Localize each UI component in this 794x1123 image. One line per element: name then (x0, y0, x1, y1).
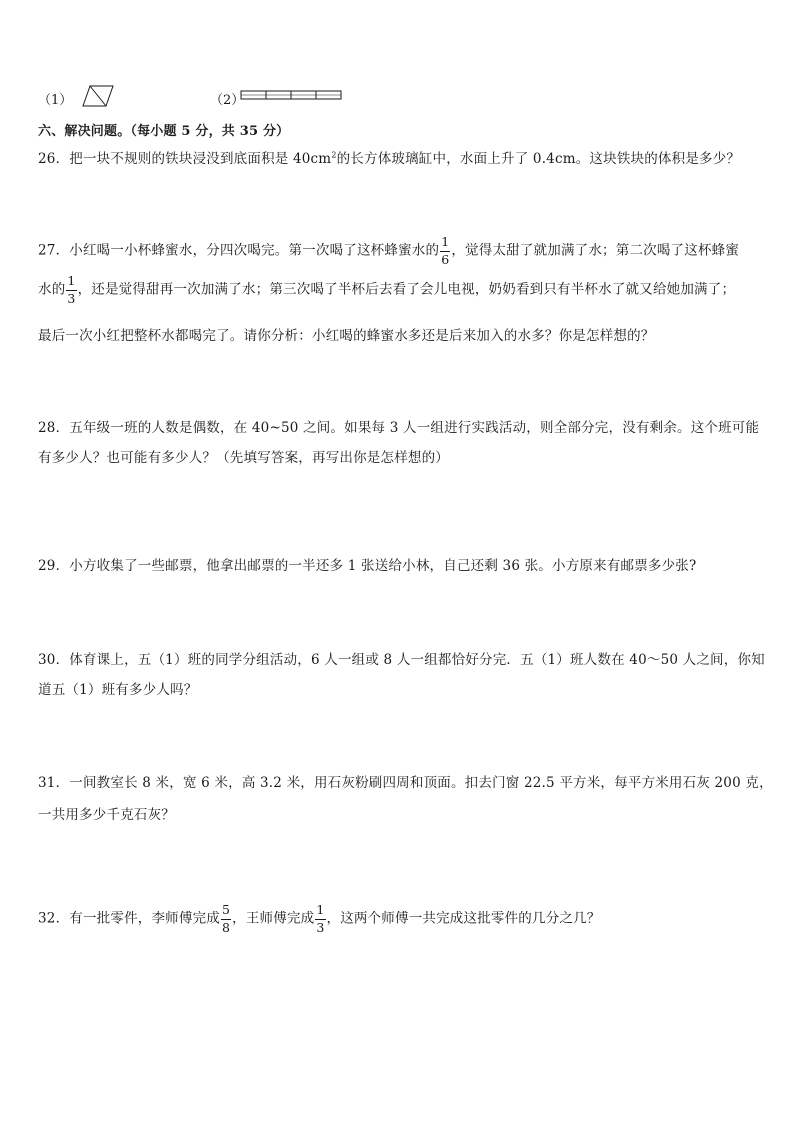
fraction-numerator: 5 (221, 904, 231, 920)
fraction-five-eighths (221, 904, 231, 934)
q32-text: ，王师傅完成 (232, 910, 315, 927)
fraction-numerator: 1 (66, 275, 76, 291)
fraction-denominator: 3 (316, 919, 325, 935)
q26-superscript: 2 (331, 150, 337, 160)
fraction-denominator: 3 (67, 290, 76, 306)
q27-text: ，觉得太甜了就加满了水；第二次喝了这杯蜂蜜 (451, 242, 740, 259)
fraction-one-third (66, 275, 76, 305)
q32-text: 32．有一批零件，李师傅完成 (38, 910, 220, 927)
q26-text-a: 26．把一块不规则的铁块浸没到底面积是 40cm (38, 151, 332, 167)
fraction-denominator: 6 (441, 251, 450, 267)
fraction-numerator: 1 (315, 904, 325, 920)
question-31-line-1: 31．一间教室长 8 米，宽 6 米，高 3.2 米，用石灰粉刷四周和顶面。扣去门窗 22.5 平方米，每平方米用石灰 200 克， (38, 775, 773, 791)
fraction-one-sixth (440, 236, 450, 266)
question-27-line-2 (38, 275, 735, 305)
question-31-line-2: 一共用多少千克石灰？ (38, 807, 175, 823)
q27-text: 27．小红喝一小杯蜂蜜水，分四次喝完。第一次喝了这杯蜂蜜水的 (38, 242, 440, 259)
question-27-line-1 (38, 236, 739, 266)
q27-text: 水的 (38, 281, 66, 298)
section-heading: 六、解决问题。（每小题 5 分，共 35 分） (38, 124, 290, 139)
question-30-line-2: 道五（1）班有多少人吗？ (38, 682, 198, 698)
fraction-one-third (315, 904, 325, 934)
question-28-line-2: 有多少人？也可能有多少人？（先填写答案，再写出你是怎样想的） (38, 450, 449, 466)
q32-text: ，这两个师傅一共完成这批零件的几分之几？ (326, 910, 601, 927)
question-30-line-1: 30．体育课上，五（1）班的同学分组活动，6 人一组或 8 人一组都恰好分完．五（1）班人数在 40～50 人之间，你知 (38, 652, 765, 668)
figure-2-label: （2） (210, 93, 245, 108)
question-27-line-3: 最后一次小红把整杯水都喝完了。请你分析：小红喝的蜂蜜水多还是后来加入的水多？你是怎样想的？ (38, 328, 655, 344)
rectangle-strip-figure (240, 90, 344, 102)
fraction-numerator: 1 (440, 236, 450, 252)
question-28-line-1: 28．五年级一班的人数是偶数，在 40~50 之间。如果每 3 人一组进行实践活动，则全部分完，没有剩余。这个班可能 (38, 420, 760, 436)
question-29: 29．小方收集了一些邮票，他拿出邮票的一半还多 1 张送给小林，自己还剩 36 张。小方原来有邮票多少张? (38, 558, 697, 574)
q27-text: ，还是觉得甜再一次加满了水；第三次喝了半杯后去看了会儿电视，奶奶看到只有半杯水了就又给她加满了； (77, 281, 736, 298)
figure-1-label: （1） (38, 93, 73, 108)
q26-text-b: 的长方体玻璃缸中，水面上升了 0.4cm。这块铁块的体积是多少？ (336, 151, 741, 167)
parallelogram-figure (80, 84, 116, 108)
fraction-denominator: 8 (221, 919, 231, 935)
question-26 (38, 147, 740, 167)
question-32 (38, 904, 601, 934)
